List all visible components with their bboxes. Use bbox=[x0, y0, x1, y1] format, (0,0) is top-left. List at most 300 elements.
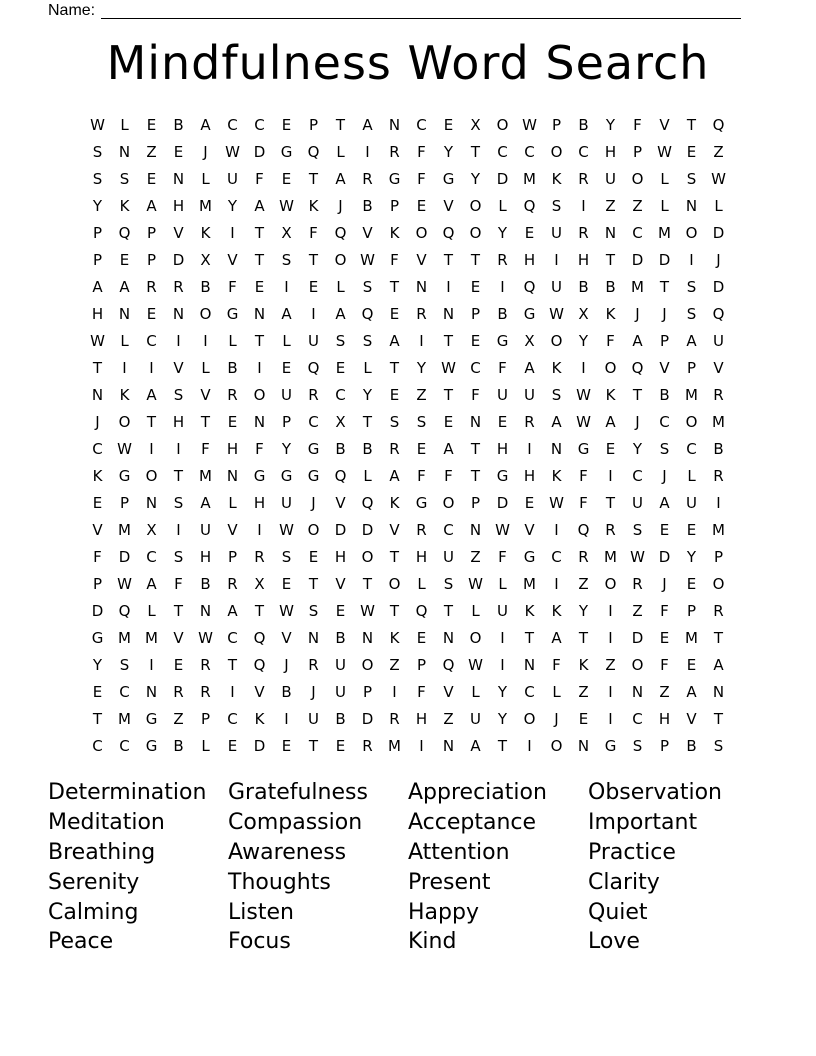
grid-letter[interactable]: W bbox=[549, 493, 564, 512]
grid-letter[interactable]: O bbox=[442, 493, 455, 512]
grid-letter[interactable]: W bbox=[90, 331, 105, 350]
grid-letter[interactable]: E bbox=[173, 142, 184, 161]
grid-letter[interactable]: S bbox=[335, 331, 346, 350]
grid-letter[interactable]: L bbox=[498, 196, 507, 215]
grid-letter[interactable]: M bbox=[631, 277, 644, 296]
grid-letter[interactable]: P bbox=[713, 547, 724, 566]
grid-letter[interactable]: Q bbox=[253, 655, 266, 674]
grid-letter[interactable]: T bbox=[362, 574, 373, 593]
grid-letter[interactable]: E bbox=[308, 547, 319, 566]
grid-letter[interactable]: K bbox=[605, 385, 616, 404]
grid-letter[interactable]: L bbox=[471, 601, 480, 620]
grid-letter[interactable]: W bbox=[225, 142, 240, 161]
grid-letter[interactable]: C bbox=[632, 709, 643, 728]
grid-letter[interactable]: E bbox=[227, 412, 238, 431]
grid-letter[interactable]: L bbox=[714, 196, 723, 215]
grid-letter[interactable]: E bbox=[686, 655, 697, 674]
grid-letter[interactable]: G bbox=[145, 709, 158, 728]
grid-letter[interactable]: K bbox=[551, 358, 562, 377]
grid-letter[interactable]: V bbox=[92, 520, 103, 539]
grid-letter[interactable]: E bbox=[686, 520, 697, 539]
grid-letter[interactable]: B bbox=[497, 304, 508, 323]
grid-letter[interactable]: O bbox=[145, 466, 158, 485]
grid-letter[interactable]: U bbox=[686, 493, 697, 512]
grid-letter[interactable]: G bbox=[280, 142, 293, 161]
grid-letter[interactable]: T bbox=[92, 358, 103, 377]
grid-letter[interactable]: P bbox=[146, 223, 157, 242]
grid-letter[interactable]: E bbox=[443, 115, 454, 134]
grid-letter[interactable]: V bbox=[254, 682, 265, 701]
grid-letter[interactable]: T bbox=[308, 169, 319, 188]
grid-letter[interactable]: G bbox=[307, 439, 320, 458]
grid-letter[interactable]: D bbox=[118, 547, 131, 566]
grid-letter[interactable]: I bbox=[230, 682, 235, 701]
grid-letter[interactable]: E bbox=[335, 736, 346, 755]
grid-letter[interactable]: I bbox=[311, 304, 316, 323]
grid-letter[interactable]: E bbox=[659, 520, 670, 539]
grid-letter[interactable]: P bbox=[308, 115, 319, 134]
grid-letter[interactable]: X bbox=[281, 223, 292, 242]
grid-letter[interactable]: T bbox=[173, 466, 184, 485]
grid-letter[interactable]: M bbox=[712, 412, 725, 431]
grid-letter[interactable]: N bbox=[523, 655, 536, 674]
grid-letter[interactable]: I bbox=[608, 682, 613, 701]
grid-letter[interactable]: H bbox=[91, 304, 104, 323]
grid-letter[interactable]: O bbox=[361, 655, 374, 674]
grid-letter[interactable]: C bbox=[92, 439, 103, 458]
grid-letter[interactable]: L bbox=[147, 601, 156, 620]
grid-letter[interactable]: V bbox=[200, 385, 211, 404]
grid-letter[interactable]: I bbox=[608, 709, 613, 728]
grid-letter[interactable]: V bbox=[173, 628, 184, 647]
grid-letter[interactable]: U bbox=[308, 709, 319, 728]
grid-letter[interactable]: T bbox=[308, 250, 319, 269]
grid-letter[interactable]: F bbox=[417, 142, 426, 161]
grid-letter[interactable]: O bbox=[631, 169, 644, 188]
grid-letter[interactable]: W bbox=[576, 385, 591, 404]
grid-letter[interactable]: N bbox=[307, 628, 320, 647]
grid-letter[interactable]: N bbox=[469, 412, 482, 431]
grid-letter[interactable]: K bbox=[119, 196, 130, 215]
grid-letter[interactable]: L bbox=[552, 682, 561, 701]
grid-letter[interactable]: R bbox=[578, 223, 589, 242]
grid-letter[interactable]: V bbox=[227, 250, 238, 269]
grid-letter[interactable]: B bbox=[578, 115, 589, 134]
grid-letter[interactable]: I bbox=[716, 493, 721, 512]
grid-letter[interactable]: Z bbox=[173, 709, 184, 728]
grid-letter[interactable]: L bbox=[201, 736, 210, 755]
grid-letter[interactable]: U bbox=[443, 547, 454, 566]
grid-letter[interactable]: T bbox=[362, 412, 373, 431]
grid-letter[interactable]: S bbox=[173, 385, 184, 404]
grid-letter[interactable]: T bbox=[605, 250, 616, 269]
grid-letter[interactable]: I bbox=[149, 655, 154, 674]
grid-letter[interactable]: K bbox=[308, 196, 319, 215]
grid-letter[interactable]: T bbox=[578, 628, 589, 647]
grid-letter[interactable]: S bbox=[551, 196, 562, 215]
grid-letter[interactable]: A bbox=[470, 736, 481, 755]
grid-letter[interactable]: T bbox=[443, 331, 454, 350]
grid-letter[interactable]: L bbox=[282, 331, 291, 350]
grid-letter[interactable]: Z bbox=[605, 196, 616, 215]
grid-letter[interactable]: U bbox=[551, 277, 562, 296]
grid-letter[interactable]: A bbox=[281, 304, 292, 323]
grid-letter[interactable]: K bbox=[605, 304, 616, 323]
grid-letter[interactable]: O bbox=[631, 655, 644, 674]
grid-letter[interactable]: B bbox=[335, 628, 346, 647]
grid-letter[interactable]: U bbox=[497, 385, 508, 404]
grid-letter[interactable]: R bbox=[200, 682, 211, 701]
grid-letter[interactable]: O bbox=[550, 142, 563, 161]
grid-letter[interactable]: Y bbox=[632, 439, 643, 458]
grid-letter[interactable]: M bbox=[199, 466, 212, 485]
grid-letter[interactable]: G bbox=[226, 304, 239, 323]
grid-letter[interactable]: F bbox=[633, 115, 642, 134]
grid-letter[interactable]: D bbox=[658, 250, 671, 269]
grid-letter[interactable]: E bbox=[281, 574, 292, 593]
grid-letter[interactable]: O bbox=[712, 574, 725, 593]
grid-letter[interactable]: T bbox=[605, 493, 616, 512]
grid-letter[interactable]: O bbox=[685, 223, 698, 242]
grid-letter[interactable]: S bbox=[281, 250, 292, 269]
grid-letter[interactable]: U bbox=[551, 223, 562, 242]
grid-letter[interactable]: T bbox=[200, 412, 211, 431]
grid-letter[interactable]: Q bbox=[118, 601, 131, 620]
grid-letter[interactable]: R bbox=[362, 736, 373, 755]
grid-letter[interactable]: O bbox=[469, 223, 482, 242]
grid-letter[interactable]: O bbox=[604, 574, 617, 593]
grid-letter[interactable]: D bbox=[172, 250, 185, 269]
grid-letter[interactable]: B bbox=[227, 358, 238, 377]
grid-letter[interactable]: D bbox=[496, 493, 509, 512]
grid-letter[interactable]: W bbox=[495, 520, 510, 539]
grid-letter[interactable]: N bbox=[631, 682, 644, 701]
grid-letter[interactable]: E bbox=[416, 439, 427, 458]
grid-letter[interactable]: H bbox=[577, 250, 590, 269]
grid-letter[interactable]: G bbox=[577, 439, 590, 458]
grid-letter[interactable]: I bbox=[122, 358, 127, 377]
grid-letter[interactable]: Y bbox=[281, 439, 292, 458]
grid-letter[interactable]: Q bbox=[361, 493, 374, 512]
grid-letter[interactable]: N bbox=[145, 493, 158, 512]
grid-letter[interactable]: B bbox=[686, 736, 697, 755]
grid-letter[interactable]: S bbox=[659, 439, 670, 458]
grid-letter[interactable]: F bbox=[498, 547, 507, 566]
grid-letter[interactable]: F bbox=[201, 439, 210, 458]
grid-letter[interactable]: O bbox=[388, 574, 401, 593]
grid-letter[interactable]: Y bbox=[443, 142, 454, 161]
grid-letter[interactable]: I bbox=[149, 439, 154, 458]
grid-letter[interactable]: Q bbox=[523, 277, 536, 296]
grid-letter[interactable]: O bbox=[415, 223, 428, 242]
grid-letter[interactable]: I bbox=[581, 196, 586, 215]
grid-letter[interactable]: N bbox=[712, 682, 725, 701]
grid-letter[interactable]: N bbox=[361, 628, 374, 647]
grid-letter[interactable]: S bbox=[551, 385, 562, 404]
grid-letter[interactable]: I bbox=[527, 736, 532, 755]
grid-letter[interactable]: E bbox=[146, 115, 157, 134]
grid-letter[interactable]: O bbox=[604, 358, 617, 377]
grid-letter[interactable]: W bbox=[279, 520, 294, 539]
grid-letter[interactable]: T bbox=[497, 736, 508, 755]
grid-letter[interactable]: A bbox=[146, 385, 157, 404]
grid-letter[interactable]: A bbox=[389, 331, 400, 350]
grid-letter[interactable]: L bbox=[228, 331, 237, 350]
grid-letter[interactable]: I bbox=[608, 466, 613, 485]
grid-letter[interactable]: W bbox=[630, 547, 645, 566]
grid-letter[interactable]: T bbox=[713, 709, 724, 728]
grid-letter[interactable]: U bbox=[308, 331, 319, 350]
grid-letter[interactable]: D bbox=[91, 601, 104, 620]
grid-letter[interactable]: T bbox=[713, 628, 724, 647]
grid-letter[interactable]: V bbox=[362, 223, 373, 242]
grid-letter[interactable]: I bbox=[230, 223, 235, 242]
grid-letter[interactable]: M bbox=[523, 169, 536, 188]
grid-letter[interactable]: R bbox=[713, 385, 724, 404]
grid-letter[interactable]: Z bbox=[146, 142, 157, 161]
grid-letter[interactable]: R bbox=[713, 466, 724, 485]
grid-letter[interactable]: S bbox=[119, 655, 130, 674]
grid-letter[interactable]: H bbox=[199, 547, 212, 566]
grid-letter[interactable]: J bbox=[95, 412, 100, 431]
grid-letter[interactable]: N bbox=[469, 520, 482, 539]
grid-letter[interactable]: U bbox=[281, 385, 292, 404]
grid-letter[interactable]: A bbox=[119, 277, 130, 296]
grid-letter[interactable]: G bbox=[307, 466, 320, 485]
grid-letter[interactable]: Q bbox=[577, 520, 590, 539]
grid-letter[interactable]: O bbox=[118, 412, 131, 431]
grid-letter[interactable]: R bbox=[227, 574, 238, 593]
grid-letter[interactable]: F bbox=[174, 574, 183, 593]
grid-letter[interactable]: G bbox=[145, 736, 158, 755]
grid-letter[interactable]: H bbox=[496, 439, 509, 458]
grid-letter[interactable]: R bbox=[389, 709, 400, 728]
grid-letter[interactable]: A bbox=[713, 655, 724, 674]
grid-letter[interactable]: S bbox=[632, 520, 643, 539]
grid-letter[interactable]: O bbox=[469, 196, 482, 215]
grid-letter[interactable]: P bbox=[227, 547, 238, 566]
grid-letter[interactable]: M bbox=[685, 628, 698, 647]
grid-letter[interactable]: R bbox=[605, 520, 616, 539]
grid-letter[interactable]: S bbox=[119, 169, 130, 188]
grid-letter[interactable]: W bbox=[522, 115, 537, 134]
grid-letter[interactable]: A bbox=[200, 115, 211, 134]
grid-letter[interactable]: A bbox=[227, 601, 238, 620]
grid-letter[interactable]: C bbox=[443, 520, 454, 539]
grid-letter[interactable]: T bbox=[632, 385, 643, 404]
grid-letter[interactable]: J bbox=[662, 574, 667, 593]
grid-letter[interactable]: Q bbox=[442, 655, 455, 674]
grid-letter[interactable]: P bbox=[416, 655, 427, 674]
grid-letter[interactable]: U bbox=[497, 601, 508, 620]
grid-letter[interactable]: R bbox=[389, 142, 400, 161]
grid-letter[interactable]: W bbox=[711, 169, 726, 188]
grid-letter[interactable]: I bbox=[527, 439, 532, 458]
grid-letter[interactable]: W bbox=[576, 412, 591, 431]
grid-letter[interactable]: E bbox=[308, 277, 319, 296]
grid-letter[interactable]: I bbox=[419, 331, 424, 350]
grid-letter[interactable]: E bbox=[470, 331, 481, 350]
grid-letter[interactable]: C bbox=[659, 412, 670, 431]
grid-letter[interactable]: R bbox=[578, 547, 589, 566]
grid-letter[interactable]: T bbox=[443, 601, 454, 620]
grid-letter[interactable]: I bbox=[500, 277, 505, 296]
grid-letter[interactable]: D bbox=[631, 250, 644, 269]
grid-letter[interactable]: Y bbox=[362, 385, 373, 404]
grid-letter[interactable]: E bbox=[227, 736, 238, 755]
grid-letter[interactable]: S bbox=[443, 574, 454, 593]
grid-letter[interactable]: N bbox=[577, 736, 590, 755]
grid-letter[interactable]: E bbox=[389, 385, 400, 404]
grid-letter[interactable]: G bbox=[523, 304, 536, 323]
grid-letter[interactable]: W bbox=[198, 628, 213, 647]
grid-letter[interactable]: F bbox=[471, 385, 480, 404]
grid-letter[interactable]: S bbox=[416, 412, 427, 431]
grid-letter[interactable]: B bbox=[200, 574, 211, 593]
grid-letter[interactable]: R bbox=[578, 169, 589, 188]
grid-letter[interactable]: Y bbox=[227, 196, 238, 215]
grid-letter[interactable]: K bbox=[551, 466, 562, 485]
grid-letter[interactable]: P bbox=[92, 250, 103, 269]
grid-letter[interactable]: A bbox=[200, 493, 211, 512]
grid-letter[interactable]: V bbox=[443, 682, 454, 701]
grid-letter[interactable]: T bbox=[659, 277, 670, 296]
grid-letter[interactable]: E bbox=[119, 250, 130, 269]
grid-letter[interactable]: M bbox=[604, 547, 617, 566]
grid-letter[interactable]: C bbox=[119, 736, 130, 755]
grid-letter[interactable]: P bbox=[362, 682, 373, 701]
grid-letter[interactable]: E bbox=[497, 412, 508, 431]
grid-letter[interactable]: L bbox=[120, 331, 129, 350]
grid-letter[interactable]: N bbox=[145, 682, 158, 701]
grid-letter[interactable]: R bbox=[713, 601, 724, 620]
grid-letter[interactable]: Y bbox=[92, 655, 103, 674]
grid-letter[interactable]: C bbox=[497, 142, 508, 161]
grid-letter[interactable]: D bbox=[253, 736, 266, 755]
grid-letter[interactable]: E bbox=[92, 682, 103, 701]
grid-letter[interactable]: E bbox=[605, 439, 616, 458]
grid-letter[interactable]: R bbox=[497, 250, 508, 269]
grid-letter[interactable]: B bbox=[281, 682, 292, 701]
grid-letter[interactable]: D bbox=[253, 142, 266, 161]
grid-letter[interactable]: Q bbox=[334, 223, 347, 242]
grid-letter[interactable]: G bbox=[442, 169, 455, 188]
grid-letter[interactable]: H bbox=[523, 466, 536, 485]
grid-letter[interactable]: F bbox=[606, 331, 615, 350]
grid-letter[interactable]: P bbox=[659, 331, 670, 350]
grid-letter[interactable]: E bbox=[524, 223, 535, 242]
grid-letter[interactable]: T bbox=[335, 115, 346, 134]
grid-letter[interactable]: P bbox=[92, 223, 103, 242]
grid-letter[interactable]: L bbox=[336, 142, 345, 161]
grid-letter[interactable]: E bbox=[578, 709, 589, 728]
grid-letter[interactable]: N bbox=[685, 196, 698, 215]
grid-letter[interactable]: Q bbox=[118, 223, 131, 242]
grid-letter[interactable]: P bbox=[146, 250, 157, 269]
grid-letter[interactable]: E bbox=[335, 601, 346, 620]
grid-letter[interactable]: M bbox=[145, 628, 158, 647]
grid-letter[interactable]: L bbox=[228, 493, 237, 512]
grid-letter[interactable]: M bbox=[388, 736, 401, 755]
grid-letter[interactable]: V bbox=[443, 196, 454, 215]
grid-letter[interactable]: T bbox=[227, 655, 238, 674]
grid-letter[interactable]: C bbox=[578, 142, 589, 161]
grid-letter[interactable]: Q bbox=[361, 304, 374, 323]
grid-letter[interactable]: W bbox=[468, 574, 483, 593]
grid-letter[interactable]: X bbox=[470, 115, 481, 134]
grid-letter[interactable]: T bbox=[308, 736, 319, 755]
grid-letter[interactable]: T bbox=[443, 250, 454, 269]
grid-letter[interactable]: T bbox=[254, 331, 265, 350]
grid-letter[interactable]: N bbox=[442, 304, 455, 323]
grid-letter[interactable]: T bbox=[146, 412, 157, 431]
grid-letter[interactable]: S bbox=[308, 601, 319, 620]
grid-letter[interactable]: D bbox=[361, 709, 374, 728]
grid-letter[interactable]: T bbox=[470, 439, 481, 458]
grid-letter[interactable]: A bbox=[632, 331, 643, 350]
grid-letter[interactable]: Y bbox=[605, 115, 616, 134]
grid-letter[interactable]: I bbox=[500, 628, 505, 647]
grid-letter[interactable]: B bbox=[605, 277, 616, 296]
grid-letter[interactable]: B bbox=[335, 709, 346, 728]
grid-letter[interactable]: N bbox=[415, 277, 428, 296]
grid-letter[interactable]: S bbox=[362, 331, 373, 350]
grid-letter[interactable]: P bbox=[281, 412, 292, 431]
grid-letter[interactable]: F bbox=[228, 277, 237, 296]
grid-letter[interactable]: U bbox=[470, 709, 481, 728]
grid-letter[interactable]: H bbox=[172, 412, 185, 431]
grid-letter[interactable]: P bbox=[659, 736, 670, 755]
grid-letter[interactable]: L bbox=[201, 169, 210, 188]
grid-letter[interactable]: I bbox=[608, 601, 613, 620]
grid-letter[interactable]: T bbox=[254, 250, 265, 269]
grid-letter[interactable]: M bbox=[712, 520, 725, 539]
grid-letter[interactable]: G bbox=[415, 493, 428, 512]
grid-letter[interactable]: F bbox=[498, 358, 507, 377]
grid-letter[interactable]: N bbox=[604, 223, 617, 242]
grid-letter[interactable]: C bbox=[632, 223, 643, 242]
grid-letter[interactable]: A bbox=[92, 277, 103, 296]
grid-letter[interactable]: T bbox=[470, 466, 481, 485]
grid-letter[interactable]: U bbox=[605, 169, 616, 188]
grid-letter[interactable]: J bbox=[311, 682, 316, 701]
grid-letter[interactable]: J bbox=[635, 412, 640, 431]
grid-letter[interactable]: I bbox=[284, 709, 289, 728]
grid-letter[interactable]: L bbox=[471, 682, 480, 701]
grid-letter[interactable]: Y bbox=[497, 682, 508, 701]
grid-letter[interactable]: C bbox=[308, 412, 319, 431]
grid-letter[interactable]: C bbox=[335, 385, 346, 404]
grid-letter[interactable]: W bbox=[549, 304, 564, 323]
grid-letter[interactable]: F bbox=[417, 466, 426, 485]
grid-letter[interactable]: A bbox=[146, 196, 157, 215]
grid-letter[interactable]: P bbox=[632, 142, 643, 161]
grid-letter[interactable]: F bbox=[579, 493, 588, 512]
grid-letter[interactable]: G bbox=[496, 466, 509, 485]
grid-letter[interactable]: T bbox=[389, 277, 400, 296]
grid-letter[interactable]: D bbox=[334, 520, 347, 539]
grid-letter[interactable]: X bbox=[254, 574, 265, 593]
grid-letter[interactable]: M bbox=[523, 574, 536, 593]
grid-letter[interactable]: O bbox=[496, 115, 509, 134]
grid-letter[interactable]: I bbox=[554, 574, 559, 593]
grid-letter[interactable]: I bbox=[446, 277, 451, 296]
grid-letter[interactable]: R bbox=[227, 385, 238, 404]
grid-letter[interactable]: N bbox=[253, 304, 266, 323]
grid-letter[interactable]: G bbox=[253, 466, 266, 485]
grid-letter[interactable]: G bbox=[91, 628, 104, 647]
grid-letter[interactable]: F bbox=[660, 601, 669, 620]
